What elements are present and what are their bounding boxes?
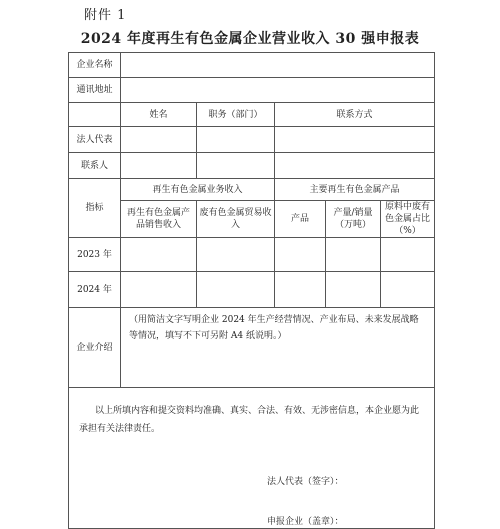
output-header: 产量/销量（万吨） [326,201,381,238]
year-2023-label: 2023 年 [69,238,121,272]
company-name-label: 企业名称 [69,53,121,78]
attachment-label: 附件 1 [84,8,127,23]
cell-2024-product[interactable] [275,272,326,308]
legal-rep-name-field[interactable] [121,127,197,153]
contact-header: 联系方式 [275,103,435,127]
cell-2023-output[interactable] [326,238,381,272]
contact-person-contact-field[interactable] [275,153,435,179]
legal-rep-signature-label[interactable]: 法人代表（签字）： [267,477,344,487]
legal-rep-contact-field[interactable] [275,127,435,153]
declaration-section [69,388,435,529]
address-field[interactable] [121,78,435,103]
contact-person-position-field[interactable] [197,153,275,179]
cell-2023-sales[interactable] [121,238,197,272]
position-header: 职务（部门） [197,103,275,127]
contact-person-name-field[interactable] [121,153,197,179]
company-intro-placeholder: （用简洁文字写明企业 2024 年生产经营情况、产业布局、未来发展战略等情况，填写不下可另附 A4 纸说明。） [129,315,419,341]
legal-rep-label: 法人代表 [69,127,121,153]
cell-2024-sales[interactable] [121,272,197,308]
product-group-header: 主要再生有色金属产品 [275,179,435,201]
legal-rep-position-field[interactable] [197,127,275,153]
trade-revenue-header: 废有色金属贸易收入 [197,201,275,238]
ratio-header: 原料中废有色金属占比（%） [381,201,435,238]
revenue-group-header: 再生有色金属业务收入 [121,179,275,201]
company-intro-field[interactable] [121,308,435,388]
contact-person-label: 联系人 [69,153,121,179]
cell-2024-ratio[interactable] [381,272,435,308]
form-title: 2024 年度再生有色金属企业营业收入 30 强申报表 [80,31,420,47]
cell-2024-trade[interactable] [197,272,275,308]
company-intro-label: 企业介绍 [69,308,121,388]
application-form-table [68,52,435,529]
cell-2023-product[interactable] [275,238,326,272]
name-header: 姓名 [121,103,197,127]
year-2024-label: 2024 年 [69,272,121,308]
company-name-field[interactable] [121,53,435,78]
indicator-label: 指标 [69,179,121,238]
cell-2023-ratio[interactable] [381,238,435,272]
cell-2024-output[interactable] [326,272,381,308]
contact-header-blank [69,103,121,127]
product-header: 产品 [275,201,326,238]
company-seal-label[interactable]: 申报企业（盖章）： [267,517,344,527]
cell-2023-trade[interactable] [197,238,275,272]
sales-revenue-header: 再生有色金属产品销售收入 [121,201,197,238]
address-label: 通讯地址 [69,78,121,103]
declaration-text: 以上所填内容和提交资料均准确、真实、合法、有效、无涉密信息，本企业愿为此 承担有关法律责任。 [79,406,420,434]
